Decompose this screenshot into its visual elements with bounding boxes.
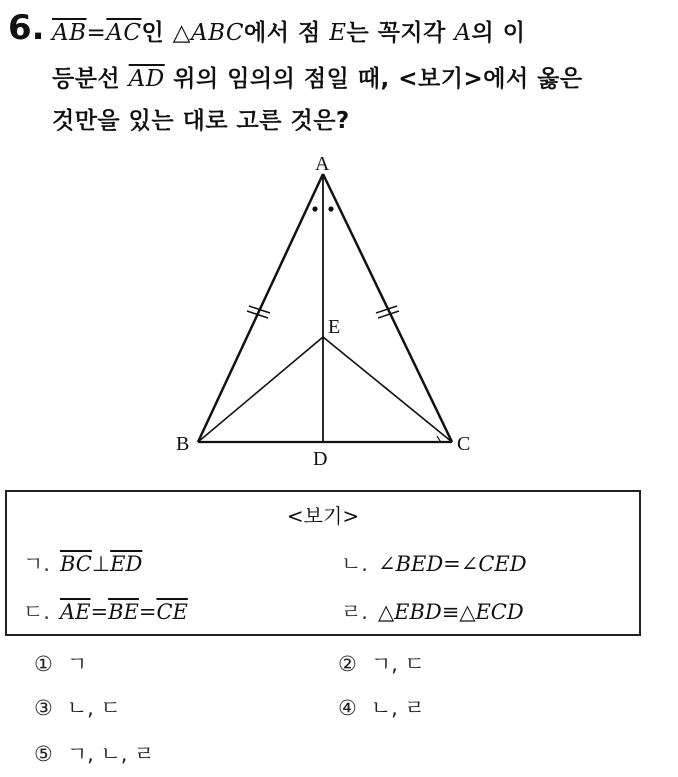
choice-2[interactable] (338, 648, 425, 678)
bogi-title: <보기> (286, 504, 360, 528)
angle-statement: ∠BED=∠CED (377, 552, 527, 576)
choice-text: ㄴ, ㄹ (370, 696, 425, 720)
choice-4[interactable] (338, 692, 425, 722)
bogi-item-nieun (341, 548, 527, 578)
label-c: C (457, 433, 471, 455)
point-e: E (329, 20, 347, 46)
bogi-key: ㄹ. (341, 600, 368, 624)
text-deungbunseon: 등분선 (52, 66, 121, 92)
segment-ac: $\overline{AC}$ (106, 20, 142, 46)
segment-ae: $\overline{AE}$ (59, 600, 91, 624)
bogi-item-digeut (23, 596, 188, 626)
text-neun-kkokjigak: 는 꼭지각 (346, 20, 446, 46)
equals-sign: = (86, 20, 107, 46)
segment-ab: $\overline{AB}$ (52, 20, 87, 46)
equals-sign: = (90, 600, 109, 624)
choice-number: ① (34, 652, 53, 676)
question-number: 6. (8, 8, 45, 48)
side-ab (198, 174, 323, 442)
bogi-key: ㄷ. (23, 600, 50, 624)
equals-sign: = (138, 600, 157, 624)
segment-bc: $\overline{BC}$ (59, 552, 92, 576)
bogi-key: ㄴ. (341, 552, 368, 576)
text-ui-i: 의 이 (471, 20, 526, 46)
segment-be: $\overline{BE}$ (108, 600, 139, 624)
triangle-symbol: △ (172, 20, 191, 46)
bogi-key: ㄱ. (23, 552, 50, 576)
angle-dot-left (312, 206, 317, 211)
segment-ce: $\overline{CE}$ (156, 600, 188, 624)
triangle-abc: ABC (190, 20, 244, 46)
text-wiui: 위의 임의의 점일 때, <보기>에서 옳은 (173, 66, 583, 92)
label-e: E (328, 316, 341, 338)
choice-number: ⑤ (34, 742, 53, 766)
perpendicular-symbol: ⊥ (91, 552, 111, 576)
choice-text: ㄱ (66, 652, 88, 676)
text-in: 인 (141, 20, 165, 46)
segment-ed: $\overline{ED}$ (110, 552, 143, 576)
side-ac (323, 174, 452, 442)
choice-3[interactable] (34, 692, 121, 722)
vertex-a: A (454, 20, 472, 46)
segment-eb (198, 337, 323, 442)
bogi-item-rieul (341, 596, 524, 626)
angle-dot-right (328, 206, 333, 211)
choice-text: ㄱ, ㄷ (370, 652, 425, 676)
segment-ec (323, 337, 452, 442)
label-b: B (176, 433, 190, 455)
bogi-item-giyeok (23, 548, 142, 578)
label-a: A (315, 153, 330, 175)
congruence-statement: △EBD≡△ECD (377, 600, 524, 624)
label-d: D (313, 448, 328, 470)
choice-number: ④ (338, 696, 357, 720)
choice-number: ③ (34, 696, 53, 720)
text-eseo-jeom: 에서 점 (244, 20, 321, 46)
choice-5[interactable] (34, 738, 154, 768)
segment-ad: $\overline{AD}$ (128, 66, 165, 92)
question-line-3: 것만을 있는 대로 고른 것은? (52, 108, 350, 134)
choice-number: ② (338, 652, 357, 676)
bogi-box (5, 490, 641, 636)
choice-1[interactable] (34, 648, 87, 678)
choice-text: ㄴ, ㄷ (66, 696, 121, 720)
choice-text: ㄱ, ㄴ, ㄹ (66, 742, 155, 766)
